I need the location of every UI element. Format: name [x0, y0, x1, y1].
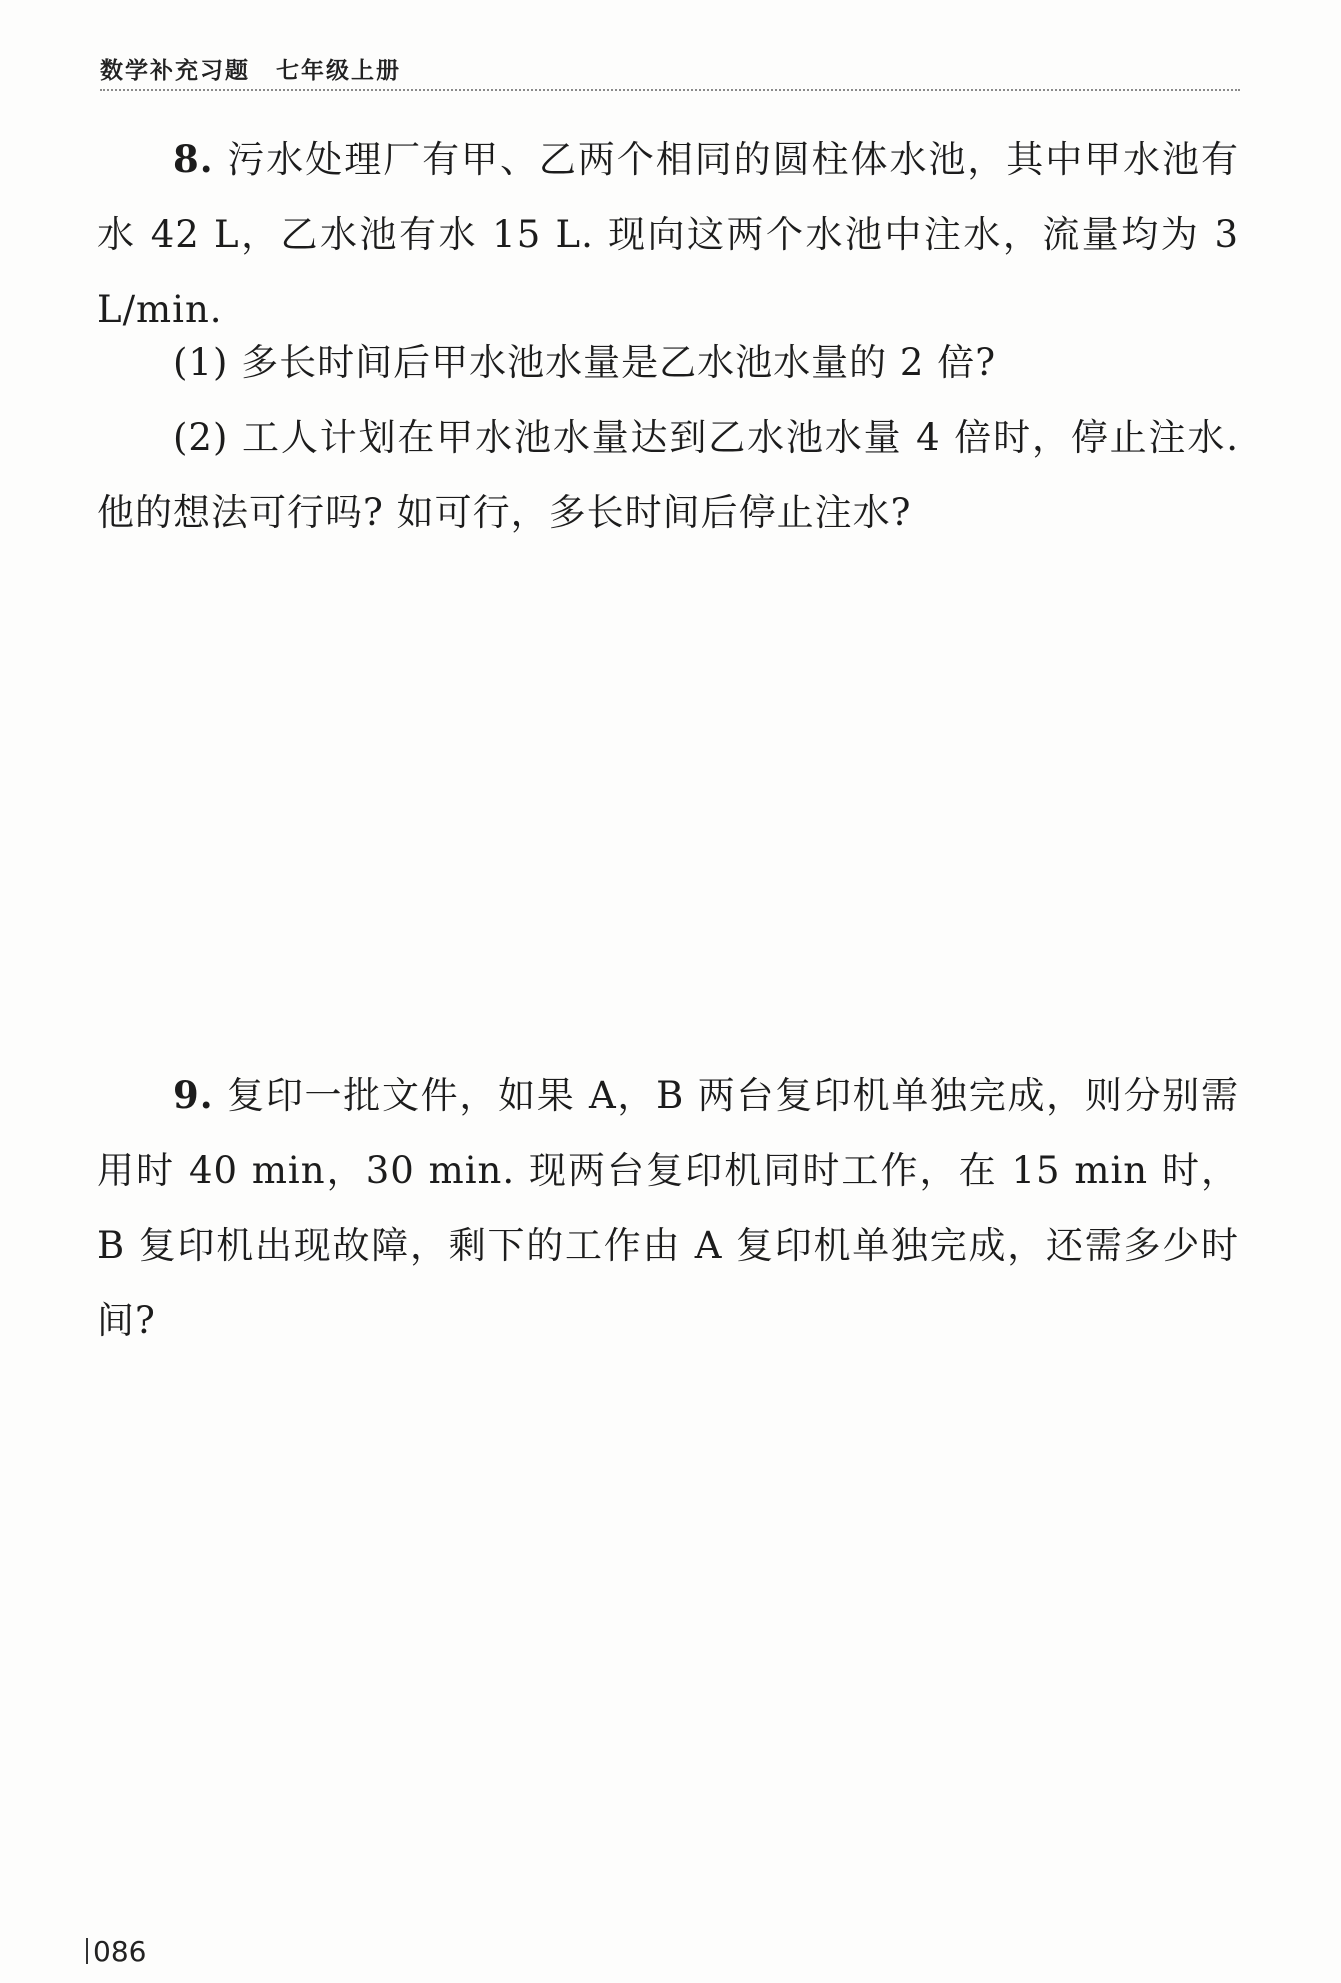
page-number-bar: [86, 1938, 88, 1964]
problem-text: 复印一批文件，如果 A，B 两台复印机单独完成，则分别需用时 40 min，30 min. 现两台复印机同时工作，在 15 min 时，B 复印机出现故障，剩下的工作由 A 复印机单独完成，还需多少时间?: [97, 1074, 1240, 1342]
problem-8-subquestion-2: (2) 工人计划在甲水池水量达到乙水池水量 4 倍时，停止注水. 他的想法可行吗? 如可行，多长时间后停止注水?: [97, 416, 1239, 534]
problem-8: [97, 122, 1239, 347]
problem-text: 污水处理厂有甲、乙两个相同的圆柱体水池，其中甲水池有水 42 L，乙水池有水 15 L. 现向这两个水池中注水，流量均为 3 L/min.: [97, 138, 1240, 331]
header-divider: [100, 89, 1240, 91]
grade-label: 七年级上册: [276, 58, 401, 84]
page-number-value: 086: [93, 1935, 147, 1968]
problem-number: 9.: [173, 1073, 214, 1117]
problem-9: [97, 1058, 1239, 1358]
page-number: [86, 1935, 146, 1968]
running-header: [100, 52, 401, 85]
problem-number: 8.: [173, 137, 214, 181]
book-title: 数学补充习题: [100, 58, 250, 84]
problem-8-subquestion-1: (1) 多长时间后甲水池水量是乙水池水量的 2 倍?: [173, 341, 997, 384]
